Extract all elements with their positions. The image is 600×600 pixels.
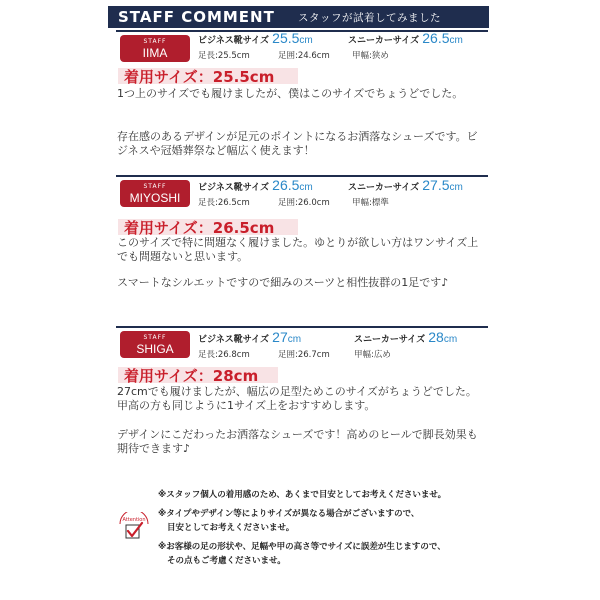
staff-name: MIYOSHI — [129, 191, 181, 205]
staff-badge — [120, 35, 190, 62]
comment-paragraph: 1つ上のサイズでも履けましたが、僕はこのサイズでちょうどでした。 — [117, 87, 464, 100]
staff-info-iima — [116, 30, 488, 70]
comment-paragraph: 存在感のあるデザインが足元のポイントになるお洒落なシューズです。ビジネスや冠婚葬祭など幅広く使えます！ — [117, 130, 478, 157]
sneaker-size-value: 26.5 — [422, 30, 450, 46]
staff-name: IIMA — [142, 46, 168, 60]
svg-text:Attention: Attention — [122, 517, 146, 523]
fit-size-title: 着用サイズ：28cm — [124, 367, 259, 385]
sneaker-size-value: 28 — [428, 329, 444, 345]
business-size-value: 25.5 — [272, 30, 300, 46]
staff-label: STAFF — [143, 38, 167, 45]
fit-size-title: 着用サイズ：25.5cm — [124, 68, 275, 86]
note-line: 目安としてお考えくださいませ。 — [167, 523, 295, 533]
staff-badge — [120, 180, 190, 207]
instep-width: 甲幅:標準 — [352, 198, 389, 208]
instep-width: 甲幅:広め — [354, 350, 391, 360]
staff-name: SHIGA — [136, 342, 174, 356]
comment-paragraph: スマートなシルエットですので細みのスーツと相性抜群の1足です♪ — [117, 276, 449, 289]
instep-width: 甲幅:狭め — [352, 51, 389, 61]
sneaker-size: スニーカーサイズ 26.5cm — [348, 30, 463, 46]
staff-info-miyoshi — [116, 175, 488, 215]
sneaker-size-value: 27.5 — [422, 177, 450, 193]
fit-size-title: 着用サイズ：26.5cm — [124, 219, 275, 237]
business-size-value: 27 — [272, 329, 288, 345]
note-line: ※タイプやデザイン等によりサイズが異なる場合がございますので、 — [158, 509, 420, 519]
sneaker-size: スニーカーサイズ 27.5cm — [348, 177, 463, 193]
foot-girth: 足囲:24.6cm — [278, 51, 330, 61]
business-size-value: 26.5 — [272, 177, 300, 193]
foot-length: 足長:25.5cm — [198, 51, 250, 61]
note-line: ※お客様の足の形状や、足幅や甲の高さ等でサイズに誤差が生じますので、 — [158, 542, 446, 552]
foot-length: 足長:26.8cm — [198, 350, 250, 360]
header-subtitle: スタッフが試着してみました — [298, 11, 441, 24]
comment-paragraph: このサイズで特に問題なく履けました。ゆとりが欲しい方はワンサイズ上でも問題ないと思います。 — [117, 236, 479, 263]
staff-label: STAFF — [143, 183, 167, 190]
comment-paragraph: 27cmでも履けましたが、幅広の足型ためこのサイズがちょうどでした。甲高の方も同じように1サイズ上をおすすめします。 — [117, 385, 477, 412]
staff-info-shiga — [116, 326, 488, 366]
staff-label: STAFF — [143, 334, 167, 341]
foot-girth: 足囲:26.7cm — [278, 350, 330, 360]
header-title: STAFF COMMENT — [118, 8, 275, 26]
staff-badge — [120, 331, 190, 358]
note-line: ※スタッフ個人の着用感のため、あくまで目安としてお考えくださいませ。 — [158, 490, 447, 500]
sneaker-size: スニーカーサイズ 28cm — [354, 329, 458, 345]
foot-girth: 足囲:26.0cm — [278, 198, 330, 208]
comment-paragraph: デザインにこだわったお洒落なシューズです！高めのヒールで脚長効果も期待できます♪ — [117, 428, 478, 455]
business-size: ビジネス靴サイズ 25.5cm — [198, 30, 313, 46]
divider — [116, 326, 488, 328]
business-size: ビジネス靴サイズ 26.5cm — [198, 177, 313, 193]
attention-check-icon — [117, 512, 151, 542]
business-size: ビジネス靴サイズ 27cm — [198, 329, 302, 345]
staff-comment-header — [108, 6, 489, 28]
note-line: その点もご考慮くださいませ。 — [167, 556, 286, 566]
foot-length: 足長:26.5cm — [198, 198, 250, 208]
